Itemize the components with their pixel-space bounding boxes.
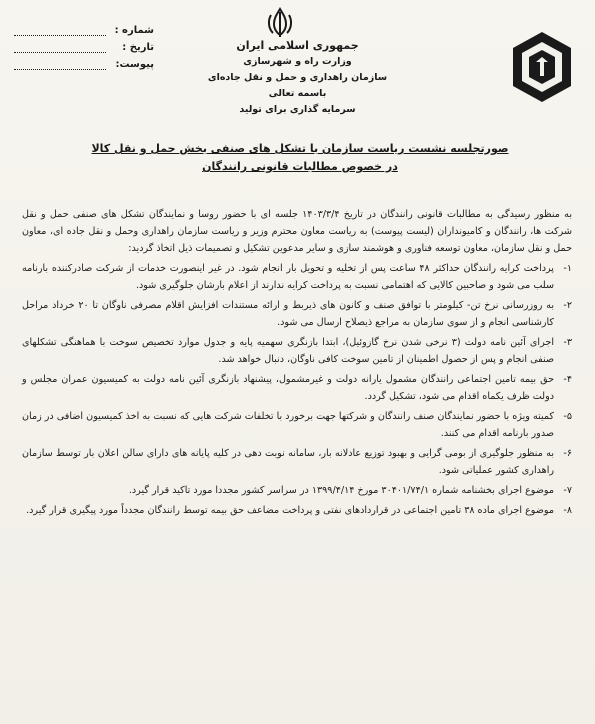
meta-attachment-value bbox=[14, 59, 106, 70]
meta-number-row bbox=[14, 22, 154, 39]
title-line-2: در خصوص مطالبات قانونی رانندگان bbox=[202, 160, 398, 173]
decision-item-1 bbox=[22, 260, 572, 294]
decision-item-3 bbox=[22, 334, 572, 368]
meta-attachment-row bbox=[14, 56, 154, 73]
item-number: ۷- bbox=[563, 485, 572, 496]
document-body bbox=[22, 206, 572, 522]
item-number: ۳- bbox=[563, 337, 572, 348]
item-text: حق بیمه تامین اجتماعی رانندگان مشمول یارانه دولت و غیرمشمول، پیشنهاد بازنگری آئین نامه دولت به کمیسیون عمران مجلس و دولت ظرف یکماه اقدام می شود، تشکیل گردد. bbox=[22, 374, 554, 402]
meta-date-value bbox=[14, 42, 106, 53]
item-text: موضوع اجرای ماده ۳۸ تامین اجتماعی در قراردادهای نفتی و پرداخت مضاعف حق بیمه توسط رانندگان مجدداً مورد پیگیری قرار گیرد. bbox=[26, 505, 554, 516]
meta-number-label: شماره : bbox=[114, 25, 154, 36]
item-number: ۵- bbox=[563, 411, 572, 422]
letter-meta bbox=[14, 22, 154, 73]
item-text: موضوع اجرای بخشنامه شماره ۳۰۴۰۱/۷۴/۱ مورخ ۱۳۹۹/۴/۱۴ در سراسر کشور مجددا مورد تاکید قرار گیرد. bbox=[128, 485, 554, 496]
decision-item-4 bbox=[22, 371, 572, 405]
decision-item-7 bbox=[22, 482, 572, 499]
decision-item-6 bbox=[22, 445, 572, 479]
meta-number-value bbox=[14, 25, 106, 36]
item-number: ۸- bbox=[563, 505, 572, 516]
decision-item-2 bbox=[22, 297, 572, 331]
intro-paragraph: به منظور رسیدگی به مطالبات قانونی رانندگان در تاریخ ۱۴۰۳/۳/۴ جلسه ای با حضور روسا و نمایندگان تشکل های صنفی حمل و نقل شرکت ها، رانندگان و کامیونداران (لیست پیوست) به ریاست معاون محترم وزیر و ریاست سازمان راهداری وحمل و نقل جاده ای، معاون حمل و نقل سازمان، معاون توسعه فناوری و هوشمند سازی و سایر مدعوین تشکیل و تصمیمات ذیل اتخاذ گردید: bbox=[22, 209, 572, 254]
item-text: به منظور جلوگیری از بومی گرایی و بهبود توزیع عادلانه بار، سامانه نوبت دهی در کلیه پایانه های دارای سالن اعلان بار توسط سازمان راهداری کشور عملیاتی شود. bbox=[22, 448, 554, 476]
meta-attachment-label: پیوست: bbox=[115, 59, 154, 70]
header-ministry: وزارت راه و شهرسازی bbox=[243, 56, 352, 67]
item-number: ۴- bbox=[563, 374, 572, 385]
item-number: ۶- bbox=[563, 448, 572, 459]
iran-emblem-icon bbox=[263, 6, 297, 40]
item-text: کمیته ویژه با حضور نمایندگان صنف رانندگان و شرکتها جهت برخورد با تخلفات شرکت هایی که نسبت به اخذ کمیسیون اضافی در زمان صدور بارنامه اقدام می کنند. bbox=[22, 411, 554, 439]
item-text: پرداخت کرایه رانندگان حداکثر ۴۸ ساعت پس از تخلیه و تحویل بار انجام شود. در غیر اینصورت خدمات از شرکت صادرکننده بارنامه سلب می شود و صاحبین کالایی که اهتمامی نسبت به پرداخت کرایه ندارند از اعلام بارشان جلوگیری شود. bbox=[22, 263, 554, 291]
header-organization-name: سازمان راهداری و حمل و نقل جاده‌ای bbox=[207, 72, 388, 83]
title-line-1: صورتجلسه نشست ریاست سازمان با تشکل های صنفی بخش حمل و نقل کالا bbox=[91, 142, 509, 155]
decision-item-8 bbox=[22, 502, 572, 519]
header-country: جمهوری اسلامی ایران bbox=[236, 39, 359, 52]
header-organization bbox=[190, 38, 405, 118]
document-title bbox=[80, 140, 520, 176]
rmto-logo-icon bbox=[509, 30, 575, 104]
item-text: به روزرسانی نرخ تن- کیلومتر با توافق صنف و کانون های ذیربط و ارائه مستندات افزایش اقلام مصرفی ناوگان تا ۲۰ خرداد مراحل کارشناسی انجام و از سوی سازمان به مراجع ذیصلاح ارسال می شود. bbox=[22, 300, 554, 328]
meta-date-label: تاریخ : bbox=[122, 42, 154, 53]
item-text: اجرای آئین نامه دولت (۳ نرخی شدن نرخ گازوئیل)، ابتدا بازنگری سهمیه پایه و جدول موارد تخصیص سوخت با هماهنگی تشکلهای صنفی انجام و پس از حصول اطمینان از تامین سوخت کافی ناوگان، دنبال خواهد شد. bbox=[22, 337, 554, 365]
header-slogan: سرمایه گذاری برای تولید bbox=[239, 104, 356, 115]
meta-date-row bbox=[14, 39, 154, 56]
header-invocation: باسمه تعالی bbox=[268, 88, 327, 99]
item-number: ۱- bbox=[563, 263, 572, 274]
item-number: ۲- bbox=[563, 300, 572, 311]
decision-item-5 bbox=[22, 408, 572, 442]
